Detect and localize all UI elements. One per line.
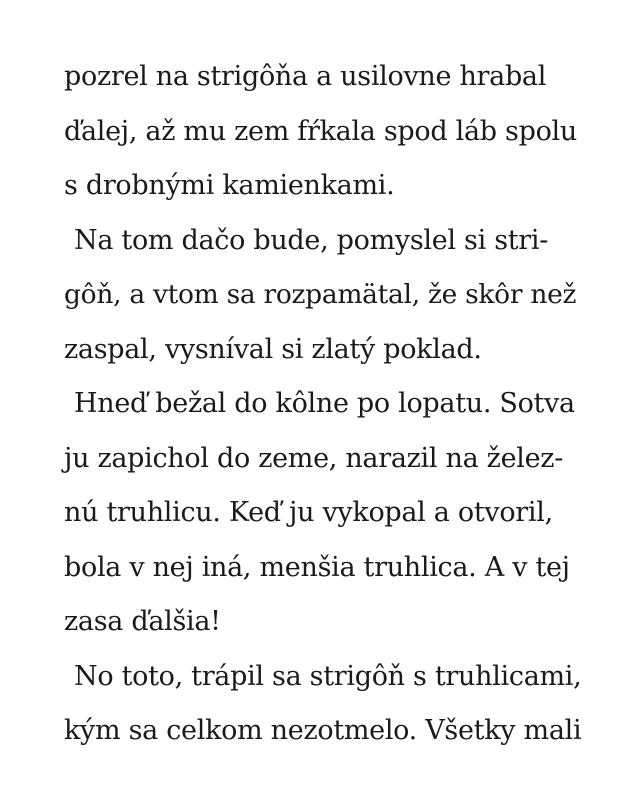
text-line: zasa ďalšia! — [64, 606, 221, 637]
paragraph-start-line: Hneď bežal do kôlne po lopatu. Sotva — [74, 388, 575, 419]
text-line: bola v nej iná, menšia truhlica. A v tej — [64, 551, 570, 583]
text-line: zaspal, vysníval si zlatý poklad. — [64, 333, 482, 365]
text-line: ďalej, až mu zem fŕkala spod láb spolu — [64, 115, 577, 147]
text-line: ju zapichol do zeme, narazil na želez- — [64, 442, 564, 474]
text-line: kým sa celkom nezotmelo. Všetky mali — [64, 715, 582, 746]
text-line: nú truhlicu. Keď ju vykopal a otvoril, — [64, 497, 553, 528]
text-line: gôň, a vtom sa rozpamätal, že skôr než — [64, 279, 577, 310]
paragraph-start-line: No toto, trápil sa strigôň s truhlicami, — [74, 660, 582, 692]
text-line: s drobnými kamienkami. — [64, 170, 395, 201]
page-text — [64, 50, 584, 759]
text-line: pozrel na strigôňa a usilovne hrabal — [64, 61, 547, 92]
paragraph-start-line: Na tom dačo bude, pomyslel si stri- — [74, 224, 549, 256]
